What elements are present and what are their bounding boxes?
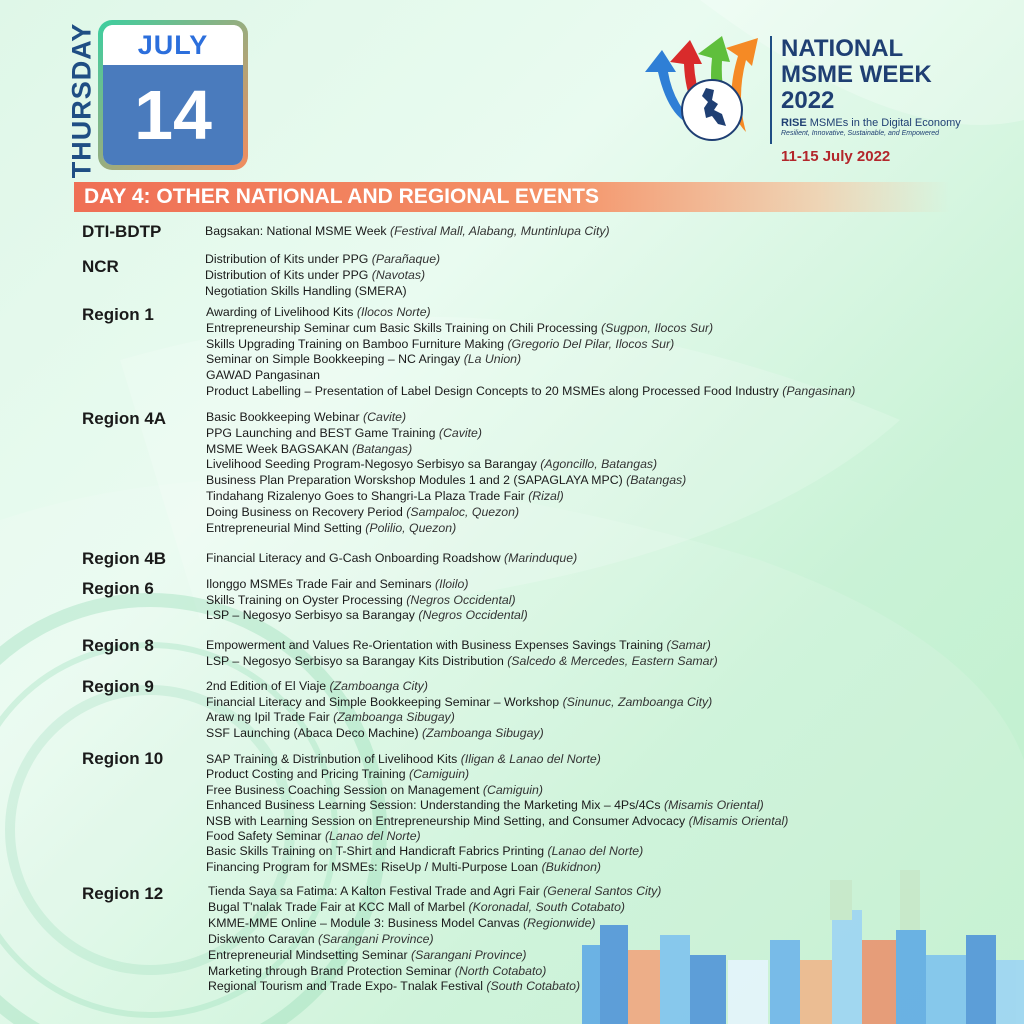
logo-title-line: MSME WEEK xyxy=(781,61,932,88)
event-title: Tienda Saya sa Fatima: A Kalton Festival Trade and Agri Fair xyxy=(208,884,544,898)
event-item xyxy=(206,410,406,424)
event-item xyxy=(206,521,456,535)
event-location: (Lanao del Norte) xyxy=(547,844,644,859)
event-location: (Ilocos Norte) xyxy=(356,305,431,319)
event-title: Ilonggo MSMEs Trade Fair and Seminars xyxy=(206,577,435,591)
event-title: Doing Business on Recovery Period xyxy=(206,504,407,519)
event-item xyxy=(206,829,421,843)
event-title: Basic Skills Training on T-Shirt and Handicraft Fabrics Printing xyxy=(206,844,548,859)
event-title: Marketing through Brand Protection Seminar xyxy=(208,963,455,978)
event-title: Bagsakan: National MSME Week xyxy=(205,224,390,238)
event-location: (Salcedo & Mercedes, Eastern Samar) xyxy=(507,653,718,668)
event-title: NSB with Learning Session on Entrepreneurship Mind Setting, and Consumer Advocacy xyxy=(206,813,689,828)
event-item xyxy=(205,252,440,266)
event-title: Financial Literacy and G-Cash Onboarding Roadshow xyxy=(206,551,505,565)
event-location: (Iloilo) xyxy=(434,577,469,591)
logo-tagline-bold: RISE xyxy=(781,117,807,129)
event-item xyxy=(205,224,610,238)
event-dates: 11-15 July 2022 xyxy=(781,148,891,165)
logo-tagline xyxy=(781,117,961,129)
region-label: Region 10 xyxy=(82,749,164,768)
event-location: (Lanao del Norte) xyxy=(324,829,421,843)
event-title: 2nd Edition of El Viaje xyxy=(206,679,330,693)
event-item xyxy=(206,679,428,693)
event-location: (Sarangani Province) xyxy=(411,947,527,962)
event-title: Seminar on Simple Bookkeeping – NC Aringay xyxy=(206,352,464,367)
event-location: (Batangas) xyxy=(352,441,413,456)
event-item xyxy=(206,814,788,828)
event-title: Entrepreneurial Mindsetting Seminar xyxy=(208,947,412,962)
event-item xyxy=(206,726,544,740)
event-item xyxy=(206,321,713,335)
event-title: Distribution of Kits under PPG xyxy=(205,268,372,282)
event-title: Product Labelling – Presentation of Label Design Concepts to 20 MSMEs along Processed Food Industry xyxy=(206,384,783,398)
region-label: Region 8 xyxy=(82,636,154,655)
event-item xyxy=(206,489,564,503)
event-item xyxy=(206,654,718,668)
event-location: (Camiguin) xyxy=(482,782,543,797)
event-title: Distribution of Kits under PPG xyxy=(205,252,372,266)
event-title: Negotiation Skills Handling (SMERA) xyxy=(205,284,407,298)
event-item xyxy=(208,979,580,993)
event-title: Basic Bookkeeping Webinar xyxy=(206,410,363,424)
event-location: (Gregorio Del Pilar, Ilocos Sur) xyxy=(507,336,675,351)
region-label: DTI-BDTP xyxy=(82,222,162,241)
event-location: (Polilio, Quezon) xyxy=(365,520,457,535)
event-title: Entrepreneurship Seminar cum Basic Skills Training on Chili Processing xyxy=(206,320,602,335)
event-location: (Pangasinan) xyxy=(782,384,856,398)
event-title: Product Costing and Pricing Training xyxy=(206,767,410,782)
event-item xyxy=(206,593,516,607)
event-title: Business Plan Preparation Worskshop Modules 1 and 2 (SAPAGLAYA MPC) xyxy=(206,473,627,488)
event-item xyxy=(206,368,320,382)
event-location: (General Santos City) xyxy=(543,884,662,898)
event-item xyxy=(208,948,527,962)
event-title: Bugal T'nalak Trade Fair at KCC Mall of Marbel xyxy=(208,899,469,914)
day-banner xyxy=(74,182,950,212)
event-title: Diskwento Caravan xyxy=(208,931,319,946)
region-label: Region 9 xyxy=(82,677,154,696)
weekday-label xyxy=(62,22,102,178)
event-title: Free Business Coaching Session on Management xyxy=(206,782,483,797)
event-item xyxy=(206,710,455,724)
logo-title-line: NATIONAL xyxy=(781,35,904,62)
event-location: (Cavite) xyxy=(363,410,407,424)
event-item xyxy=(206,352,521,366)
event-location: (Zamboanga City) xyxy=(329,679,428,693)
event-item xyxy=(206,798,764,812)
logo-title-line: 2022 xyxy=(781,87,835,114)
event-location: (Sarangani Province) xyxy=(318,931,434,946)
calendar-day: 14 xyxy=(103,65,243,165)
event-title: LSP – Negosyo Serbisyo sa Barangay Kits Distribution xyxy=(206,653,508,668)
event-title: GAWAD Pangasinan xyxy=(206,368,320,383)
event-item xyxy=(206,426,482,440)
region-label: NCR xyxy=(82,257,119,276)
event-item xyxy=(206,337,674,351)
event-title: KMME-MME Online – Module 3: Business Model Canvas xyxy=(208,915,524,930)
event-item xyxy=(206,457,657,471)
calendar-badge xyxy=(98,20,248,170)
event-location: (Cavite) xyxy=(438,425,482,440)
event-location: (Iligan & Lanao del Norte) xyxy=(460,752,601,766)
region-label: Region 6 xyxy=(82,579,154,598)
event-item xyxy=(208,916,596,930)
event-location: (La Union) xyxy=(463,352,522,367)
region-label: Region 12 xyxy=(82,884,164,903)
logo-divider xyxy=(770,36,772,144)
event-location: (Bukidnon) xyxy=(541,859,602,874)
event-location: (North Cotabato) xyxy=(454,963,547,978)
event-item xyxy=(206,638,711,652)
event-title: Food Safety Seminar xyxy=(206,829,325,843)
event-item xyxy=(206,505,519,519)
event-location: (Parañaque) xyxy=(371,252,441,266)
region-label: Region 4B xyxy=(82,549,167,568)
event-item xyxy=(206,695,712,709)
event-item xyxy=(206,860,601,874)
event-item xyxy=(206,551,577,565)
event-item xyxy=(205,284,407,298)
event-title: LSP – Negosyo Serbisyo sa Barangay xyxy=(206,608,419,622)
day-banner-title: DAY 4: OTHER NATIONAL AND REGIONAL EVENTS xyxy=(84,185,599,208)
event-title: Tindahang Rizalenyo Goes to Shangri-La Plaza Trade Fair xyxy=(206,489,529,503)
event-title: Skills Upgrading Training on Bamboo Furniture Making xyxy=(206,336,508,351)
event-title: Livelihood Seeding Program-Negosyo Serbisyo sa Barangay xyxy=(206,457,541,472)
event-location: (Negros Occidental) xyxy=(418,608,528,622)
event-item xyxy=(206,752,601,766)
logo-title xyxy=(781,36,932,114)
event-title: PPG Launching and BEST Game Training xyxy=(206,425,439,440)
event-location: (Agoncillo, Batangas) xyxy=(540,457,658,472)
event-item xyxy=(206,442,412,456)
event-location: (Navotas) xyxy=(371,268,426,282)
event-location: (Koronadal, South Cotabato) xyxy=(468,899,626,914)
event-title: Entrepreneurial Mind Setting xyxy=(206,520,366,535)
event-location: (Rizal) xyxy=(528,489,564,503)
event-location: (Misamis Oriental) xyxy=(688,813,789,828)
event-location: (Camiguin) xyxy=(409,767,470,782)
event-title: Empowerment and Values Re-Orientation with Business Expenses Savings Training xyxy=(206,638,667,652)
event-item xyxy=(206,844,643,858)
event-location: (Negros Occidental) xyxy=(406,592,516,607)
event-item xyxy=(206,384,855,398)
event-title: Financing Program for MSMEs: RiseUp / Multi-Purpose Loan xyxy=(206,859,542,874)
event-item xyxy=(208,932,434,946)
event-location: (Sampaloc, Quezon) xyxy=(406,504,520,519)
event-location: (Zamboanga Sibugay) xyxy=(333,710,455,724)
event-title: Awarding of Livelihood Kits xyxy=(206,305,357,319)
calendar-month: JULY xyxy=(103,25,243,65)
event-title: SSF Launching (Abaca Deco Machine) xyxy=(206,725,422,740)
weekday-text: THURSDAY xyxy=(66,22,97,178)
event-title: Financial Literacy and Simple Bookkeeping Seminar – Workshop xyxy=(206,694,563,709)
event-location: (Regionwide) xyxy=(523,915,596,930)
event-title: Regional Tourism and Trade Expo- Tnalak Festival xyxy=(208,979,487,994)
event-location: (Festival Mall, Alabang, Muntinlupa City) xyxy=(390,224,610,238)
event-title: MSME Week BAGSAKAN xyxy=(206,441,353,456)
event-item xyxy=(208,884,661,898)
event-item xyxy=(208,964,546,978)
logo-tagline-rest: MSMEs in the Digital Economy xyxy=(806,117,961,129)
event-item xyxy=(206,767,469,781)
logo-subtagline: Resilient, Innovative, Sustainable, and Empowered xyxy=(781,130,939,137)
event-item xyxy=(206,783,543,797)
event-title: Enhanced Business Learning Session: Understanding the Marketing Mix – 4Ps/4Cs xyxy=(206,798,664,813)
event-location: (Sugpon, Ilocos Sur) xyxy=(601,320,714,335)
event-location: (Batangas) xyxy=(626,473,687,488)
region-label: Region 4A xyxy=(82,409,167,428)
event-location: (Sinunuc, Zamboanga City) xyxy=(562,694,713,709)
event-item xyxy=(206,305,431,319)
event-title: Skills Training on Oyster Processing xyxy=(206,592,407,607)
event-title: SAP Training & Distrinbution of Livelihood Kits xyxy=(206,752,461,766)
event-item xyxy=(206,577,468,591)
event-item xyxy=(205,268,425,282)
event-location: (South Cotabato) xyxy=(486,979,581,994)
event-item xyxy=(206,473,686,487)
event-title: Araw ng Ipil Trade Fair xyxy=(206,710,334,724)
event-location: (Samar) xyxy=(666,638,711,652)
event-item xyxy=(208,900,625,914)
event-location: (Marinduque) xyxy=(504,551,578,565)
event-location: (Zamboanga Sibugay) xyxy=(422,725,544,740)
region-label: Region 1 xyxy=(82,305,154,324)
event-item xyxy=(206,608,528,622)
msme-week-logo-icon xyxy=(640,32,765,142)
event-location: (Misamis Oriental) xyxy=(663,798,764,813)
